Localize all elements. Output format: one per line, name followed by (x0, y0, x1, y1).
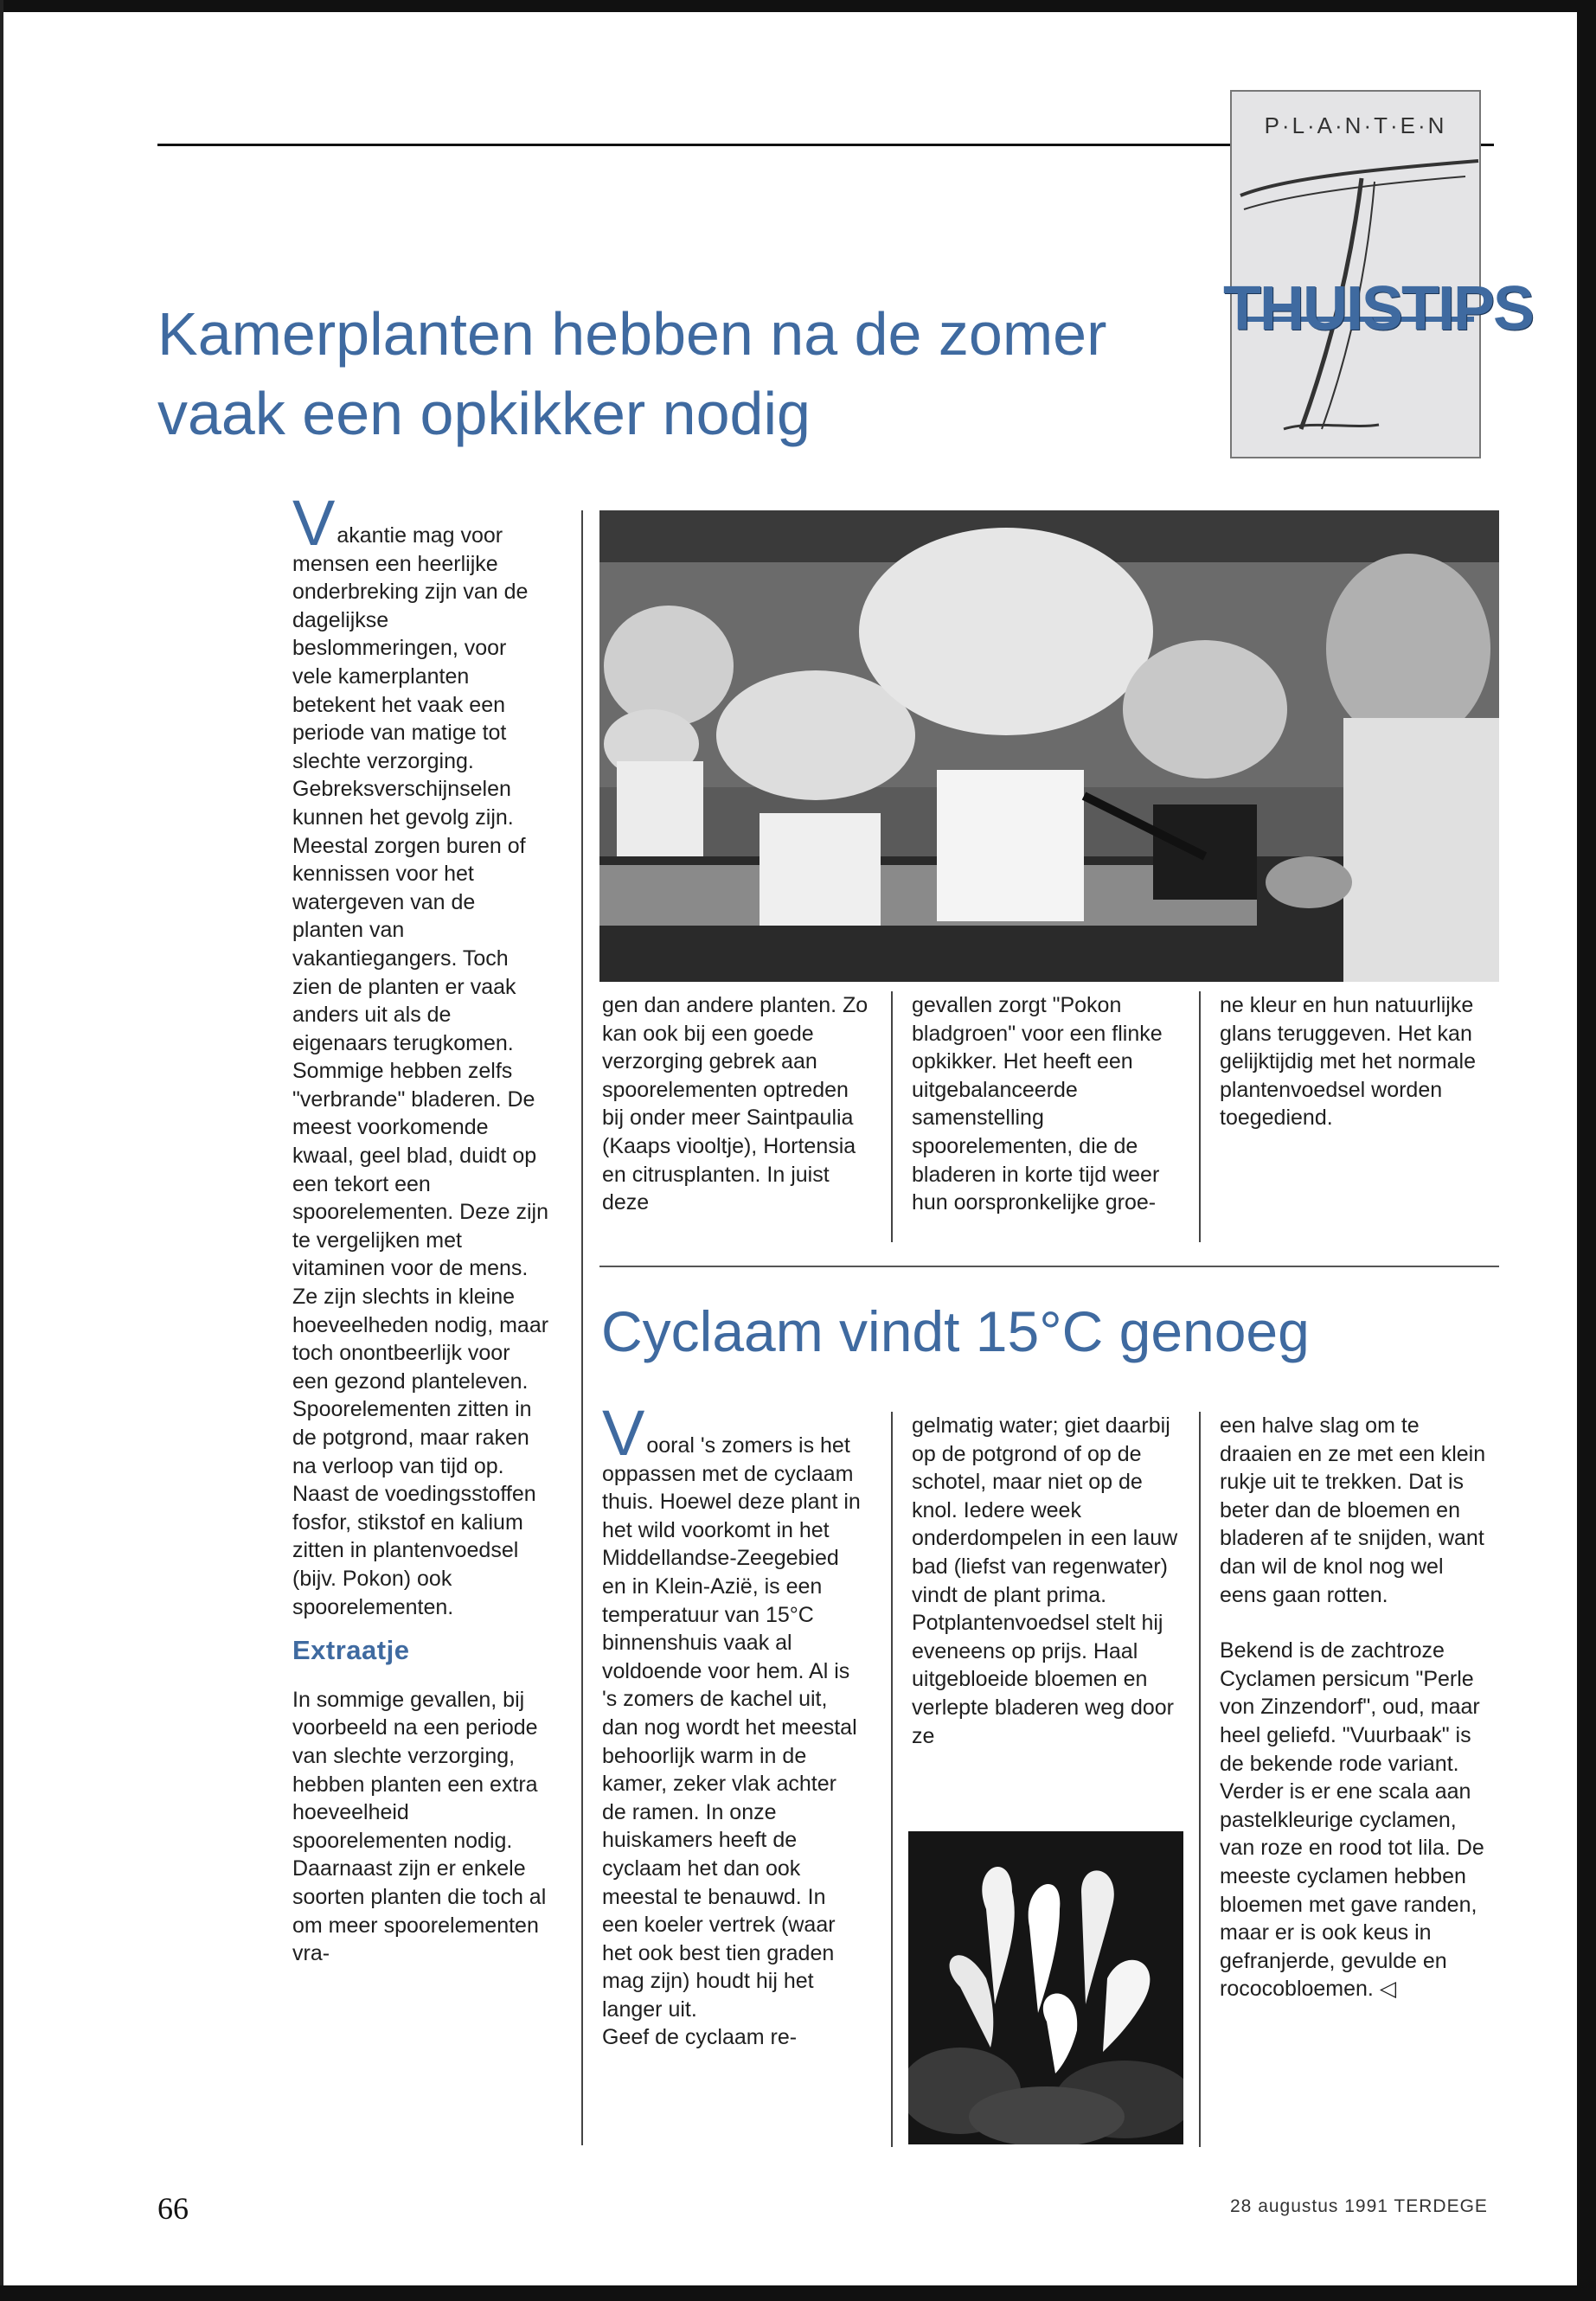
logo-kicker: P·L·A·N·T·E·N (1264, 112, 1447, 138)
column-divider (1199, 991, 1201, 1242)
column-divider (1199, 1412, 1201, 2147)
thuistips-logo (1223, 90, 1534, 458)
article-column-2 (602, 991, 870, 1217)
cyclaam-column-2 (912, 1412, 1180, 1750)
intro-paragraph-3: Naast de voedingsstoffen fosfor, stikstof en kalium zitten in plantenvoedsel (bijv. Pokon) ook spoorelementen. (292, 1482, 536, 1619)
intro-paragraph-2: Meestal zorgen buren of kennissen voor het watergeven van de planten van vakantiegangers. Toch zien de planten er vaak anders uit als de eigenaars terugkomen. Sommige hebben zelfs "verbrande" bladeren. De meest voorkomende kwaal, geel blad, duidt op een tekort een spoorelementen. Deze zijn te vergelijken met vitaminen voor de mens. Ze zijn slechts in kleine hoeveelheden nodig, maar toch onontbeerlijk voor een gezond planteleven. Spoorelementen zitten in de potgrond, maar raken na verloop van tijd op. (292, 833, 549, 1478)
article-column-3 (912, 991, 1180, 1217)
article-intro-column (292, 487, 552, 1968)
cyclaam-column-1 (602, 1397, 862, 2052)
cyclaam-column-2-text: gelmatig water; giet daarbij op de potgrond of op de schotel, maar niet op de knol. Iedere week onderdompelen in een lauw bad (liefst van regenwater) vindt de plant prima. Potplantenvoedsel stelt hij eveneens op prijs. Haal uitgebloeide bloemen en verlepte bladeren weg door ze (912, 1413, 1178, 1748)
subheading-extraatje: Extraatje (292, 1635, 410, 1666)
logo-word: THUISTIPS (1223, 274, 1534, 343)
column-divider (581, 510, 583, 2145)
column-4-text: ne kleur en hun natuurlijke glans teruggeven. Het kan gelijktijdig met het normale plantenvoedsel worden toegediend. (1220, 993, 1476, 1131)
article-headline: Kamerplanten hebben na de zomer vaak een opkikker nodig (157, 300, 1107, 447)
cyclaam-text-1: ooral 's zomers is het oppassen met de cyclaam thuis. Hoewel deze plant in het wild voorkomt in het Middellandse-Zeegebied en in Klein-Azië, is een temperatuur van 15°C binnenshuis vaak al voldoende voor hem. Al is 's zomers de kachel uit, dan nog wordt het meestal behoorlijk warm in de kamer, zeker vlak achter de ramen. In onze huiskamers heeft de cyclaam het dan ook meestal te benauwd. In een koeler vertrek (waar het ook best tien graden mag zijn) houdt hij het langer uit. (602, 1433, 861, 2022)
column-divider (891, 1412, 893, 2147)
page-border-left (0, 0, 3, 2301)
drop-cap: V (602, 1397, 645, 1469)
intro-text-1: akantie mag voor mensen een heerlijke onderbreking zijn van de dagelijkse beslommeringen, voor vele kamerplanten betekent het vaak een periode van matige tot slechte verzorging. Gebreksverschijnselen kunnen het gevolg zijn. (292, 523, 529, 830)
cyclaam-paragraph-1 (602, 1397, 862, 2023)
photo-cyclamen (908, 1831, 1183, 2144)
article-column-4 (1220, 991, 1479, 1132)
drop-cap: V (292, 487, 336, 559)
page-border-bottom (0, 2285, 1596, 2301)
page-number: 66 (157, 2191, 189, 2226)
column-divider (891, 991, 893, 1242)
cyclaam-column-3 (1220, 1412, 1488, 2003)
cyclaam-column-3-paragraph-1: een halve slag om te draaien en ze met een klein rukje uit te trekken. Dat is beter dan de bloemen en bladeren af te snijden, want dan wil de knol nog wel eens gaan rotten. (1220, 1413, 1486, 1607)
dateline: 28 augustus 1991 TERDEGE (1230, 2196, 1488, 2216)
cyclaam-column-3-paragraph-2: Bekend is de zachtroze Cyclamen persicum "Perle von Zinzendorf", oud, maar heel geliefd. "Vuurbaak" is de bekende rode variant. Verder is er ene scala aan pastelkleurige cyclamen, van roze en rood tot lila. De meeste cyclamen hebben bloemen met gave randen, maar er is ook keus in gefranjerde, gevulde en rococobloemen. ◁ (1220, 1638, 1484, 2002)
section-headline-cyclaam: Cyclaam vindt 15°C genoeg (601, 1299, 1310, 1363)
column-2-text: gen dan andere planten. Zo kan ook bij een goede verzorging gebrek aan spoorelementen optreden bij onder meer Saintpaulia (Kaaps viooltje), Hortensia en citrusplanten. In juist deze (602, 993, 869, 1215)
cyclaam-paragraph-1-end: Geef de cyclaam re- (602, 2025, 798, 2050)
column-3-text: gevallen zorgt "Pokon bladgroen" voor een flinke opkikker. Het heeft een uitgebalanceerde samenstelling spoorelementen, die de bladeren in korte tijd weer hun oorspronkelijke groe- (912, 993, 1163, 1215)
section-divider (599, 1266, 1499, 1267)
page-border-right (1577, 0, 1596, 2301)
photo-hortensias-child (599, 510, 1499, 982)
extra-paragraph: In sommige gevallen, bij voorbeeld na een periode van slechte verzorging, hebben planten een extra hoeveelheid spoorelementen nodig. Daarnaast zijn er enkele soorten planten die toch al om meer spoorelementen vra- (292, 1687, 547, 1966)
page-border-top (0, 0, 1596, 12)
intro-paragraph-1 (292, 487, 552, 832)
